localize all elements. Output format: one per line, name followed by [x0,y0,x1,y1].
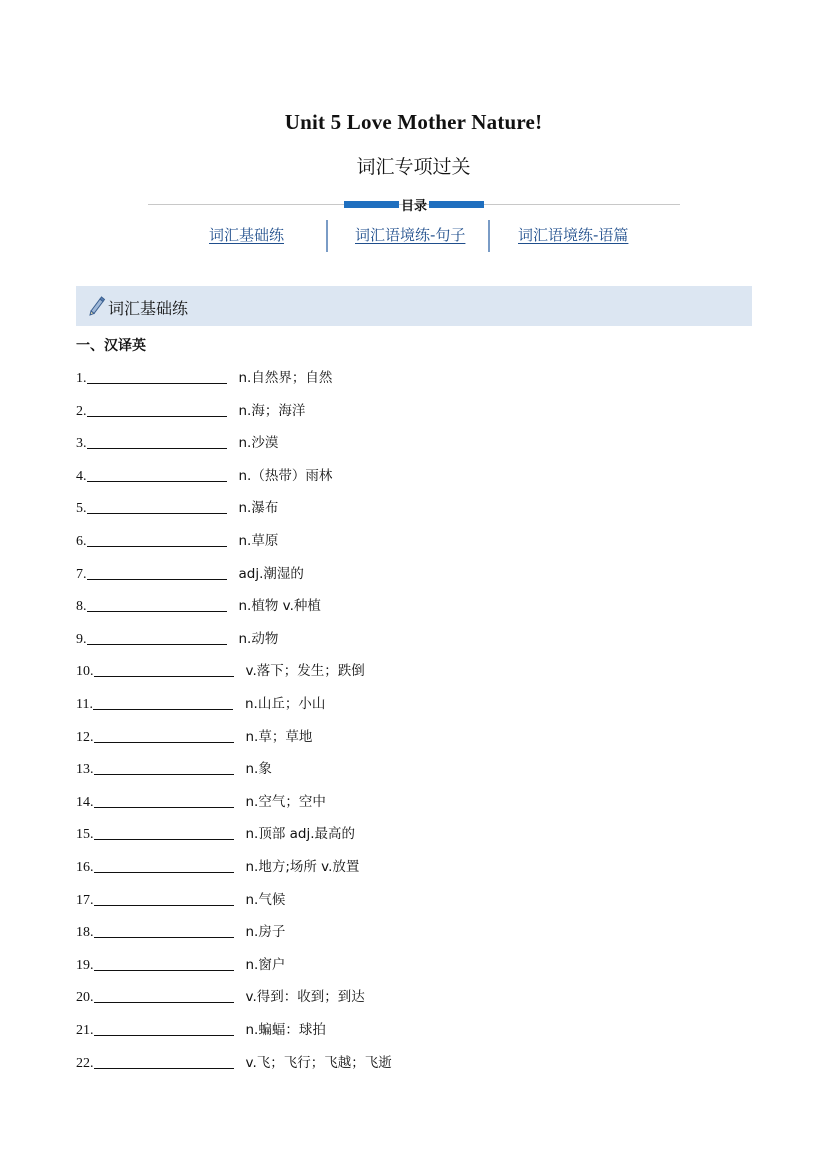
list-item [76,725,312,747]
item-number: 8. [76,599,87,615]
item-meaning: n.空气；空中 [245,793,326,810]
toc-separator [488,220,490,252]
item-meaning: n.自然界；自然 [238,370,333,386]
list-item [76,953,285,975]
toc-label: 目录 [400,199,427,214]
item-meaning: n.窗户 [245,956,286,973]
item-number: 22. [76,1055,94,1071]
toc-accent-bar-left [344,201,399,208]
list-item [76,366,332,388]
list-item [76,659,365,681]
item-number: 21. [76,1023,94,1038]
toc-separator [326,220,328,252]
answer-blank[interactable] [94,661,234,677]
item-meaning: v.得到：收到；到达 [245,989,365,1006]
answer-blank[interactable] [94,1053,234,1069]
item-meaning: n.房子 [245,924,286,941]
item-number: 19. [76,957,94,973]
item-meaning: n.象 [245,761,272,778]
pencil-icon [88,296,106,316]
item-number: 1. [76,371,87,386]
answer-blank[interactable] [94,727,234,743]
item-meaning: n.气候 [245,891,286,908]
item-number: 15. [76,827,94,843]
item-number: 17. [76,892,94,908]
item-number: 20. [76,990,94,1006]
page-title: Unit 5 Love Mother Nature! [284,110,543,134]
list-item [76,692,325,714]
item-meaning: n.海；海洋 [238,402,306,419]
item-meaning: n.植物 v.种植 [238,598,321,615]
list-item [76,790,326,812]
item-number: 2. [76,403,87,419]
list-item [76,399,305,421]
item-number: 16. [76,860,94,875]
answer-blank[interactable] [94,955,234,971]
item-number: 11. [76,697,93,712]
list-item [76,529,278,551]
toc-accent-bar-right [429,201,484,208]
answer-blank[interactable] [87,596,227,612]
item-number: 3. [76,436,87,452]
list-item [76,920,285,942]
list-item [76,464,332,486]
answer-blank[interactable] [94,1020,234,1036]
list-item [76,1018,326,1040]
item-meaning: n.沙漠 [238,435,279,452]
item-number: 4. [76,468,87,484]
answer-blank[interactable] [94,890,234,906]
item-number: 18. [76,925,94,941]
item-meaning: n.顶部 adj.最高的 [245,826,356,843]
list-item [76,431,278,453]
list-item [76,562,304,584]
answer-blank[interactable] [94,759,234,775]
item-number: 7. [76,566,87,582]
item-meaning: n.动物 [238,630,279,647]
answer-blank[interactable] [94,857,234,873]
list-item [76,496,278,518]
toc-link-basic[interactable]: 词汇基础练 [209,226,285,244]
list-item [76,822,355,844]
item-number: 13. [76,762,94,778]
answer-blank[interactable] [87,433,227,449]
item-number: 14. [76,794,94,810]
part-title: 一、汉译英 [76,338,146,354]
item-number: 5. [76,501,87,517]
answer-blank[interactable] [87,368,227,384]
answer-blank[interactable] [94,987,234,1003]
list-item [76,888,285,910]
section-header [76,286,752,326]
item-meaning: n.地方;场所 v.放置 [245,859,360,875]
list-item [76,1051,392,1073]
item-meaning: v.飞；飞行；飞越；飞逝 [245,1054,392,1071]
answer-blank[interactable] [93,694,233,710]
item-meaning: n.（热带）雨林 [238,467,333,484]
section-title: 词汇基础练 [108,299,189,318]
answer-blank[interactable] [94,792,234,808]
page-subtitle: 词汇专项过关 [356,156,471,178]
answer-blank[interactable] [87,531,227,547]
item-meaning: n.蝙蝠：球拍 [245,1022,326,1038]
answer-blank[interactable] [87,401,227,417]
answer-blank[interactable] [87,466,227,482]
list-item [76,627,278,649]
list-item [76,594,321,616]
item-meaning: n.山丘；小山 [244,696,326,712]
item-meaning: n.草原 [238,533,279,549]
list-item [76,757,272,779]
item-meaning: n.草；草地 [245,728,313,745]
answer-blank[interactable] [87,498,227,514]
item-number: 10. [76,664,94,680]
item-meaning: adj.潮湿的 [238,565,304,582]
item-number: 6. [76,534,87,549]
item-number: 12. [76,729,94,745]
toc-link-passage[interactable]: 词汇语境练-语篇 [518,226,629,244]
answer-blank[interactable] [94,922,234,938]
item-meaning: v.落下；发生；跌倒 [245,663,365,680]
answer-blank[interactable] [87,564,227,580]
answer-blank[interactable] [87,629,227,645]
answer-blank[interactable] [94,824,234,840]
toc-link-sentence[interactable]: 词汇语境练-句子 [355,226,466,244]
list-item [76,985,365,1007]
item-number: 9. [76,631,87,647]
list-item [76,855,359,877]
item-meaning: n.瀑布 [238,500,279,517]
